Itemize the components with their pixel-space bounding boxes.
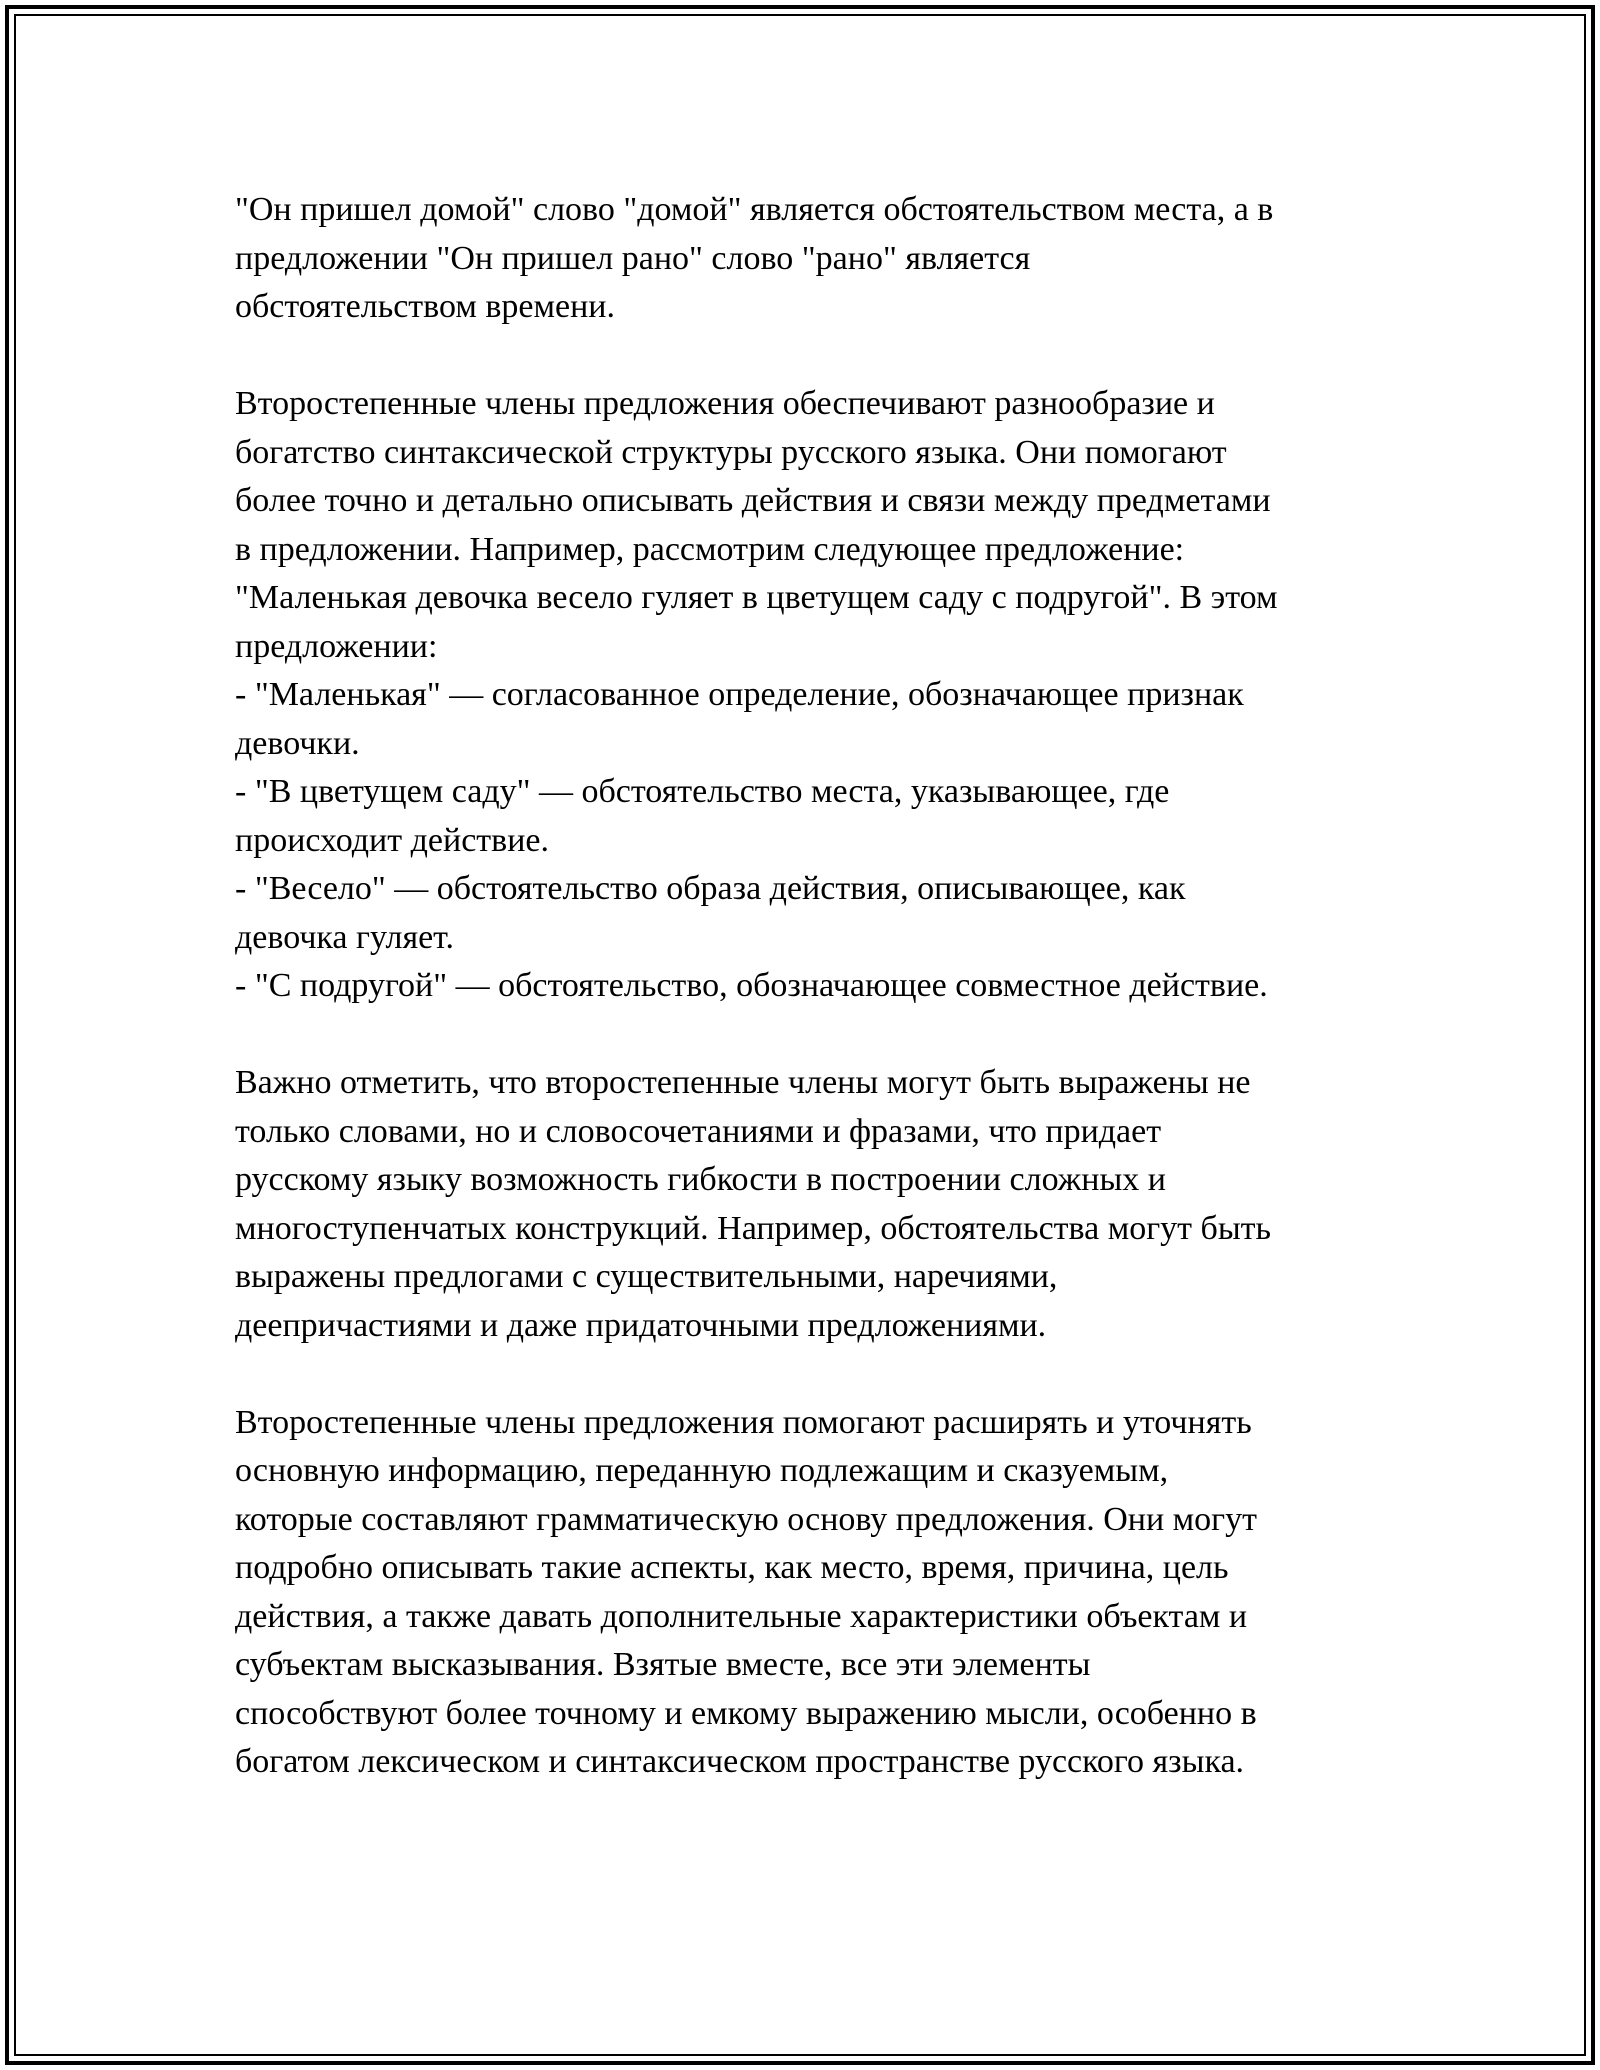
text-line: действия, а также давать дополнительные характеристики объектам и	[235, 1597, 1248, 1635]
text-line: русскому языку возможность гибкости в построении сложных и	[235, 1161, 1166, 1198]
text-line: предложении "Он пришел рано" слово "рано" является	[235, 239, 1031, 277]
text-line: - "Маленькая" — согласованное определение, обозначающее признак	[235, 676, 1244, 713]
text-line: которые составляют грамматическую основу предложения. Они могут	[235, 1500, 1257, 1538]
text-line: многоступенчатых конструкций. Например, обстоятельства могут быть	[235, 1209, 1272, 1247]
text-line: богатство синтаксической структуры русского языка. Они помогают	[235, 433, 1227, 471]
text-line: обстоятельством времени.	[235, 288, 615, 325]
paragraph	[235, 186, 1375, 332]
text-line: предложении:	[235, 627, 438, 665]
document-body	[235, 186, 1375, 1835]
text-line: Второстепенные члены предложения обеспечивают разнообразие и	[235, 385, 1215, 422]
text-line: - "Весело" — обстоятельство образа действия, описывающее, как	[235, 870, 1186, 907]
text-line: только словами, но и словосочетаниями и фразами, что придает	[235, 1112, 1162, 1150]
text-line: деепричастиями и даже придаточными предложениями.	[235, 1306, 1047, 1344]
text-line: Второстепенные члены предложения помогают расширять и уточнять	[235, 1403, 1252, 1441]
text-line: основную информацию, переданную подлежащим и сказуемым,	[235, 1452, 1169, 1489]
text-line: девочки.	[235, 724, 360, 762]
paragraph	[235, 380, 1375, 1011]
text-line: богатом лексическом и синтаксическом пространстве русского языка.	[235, 1743, 1245, 1780]
paragraph	[235, 1059, 1375, 1350]
text-line: способствуют более точному и емкому выражению мысли, особенно в	[235, 1694, 1257, 1732]
text-line: подробно описывать такие аспекты, как место, время, причина, цель	[235, 1549, 1229, 1586]
text-line: происходит действие.	[235, 821, 549, 859]
text-line: более точно и детально описывать действия и связи между предметами	[235, 482, 1271, 519]
text-line: выражены предлогами с существительными, наречиями,	[235, 1258, 1058, 1295]
text-line: - "С подругой" — обстоятельство, обозначающее совместное действие.	[235, 967, 1268, 1004]
paragraph	[235, 1399, 1375, 1787]
text-line: субъектам высказывания. Взятые вместе, все эти элементы	[235, 1646, 1091, 1683]
text-line: "Маленькая девочка весело гуляет в цветущем саду с подругой". В этом	[235, 579, 1278, 616]
text-line: - "В цветущем саду" — обстоятельство места, указывающее, где	[235, 773, 1170, 810]
text-line: девочка гуляет.	[235, 918, 454, 956]
text-line: в предложении. Например, рассмотрим следующее предложение:	[235, 530, 1185, 568]
text-line: "Он пришел домой" слово "домой" является обстоятельством места, а в	[235, 191, 1274, 228]
text-line: Важно отметить, что второстепенные члены могут быть выражены не	[235, 1064, 1251, 1101]
